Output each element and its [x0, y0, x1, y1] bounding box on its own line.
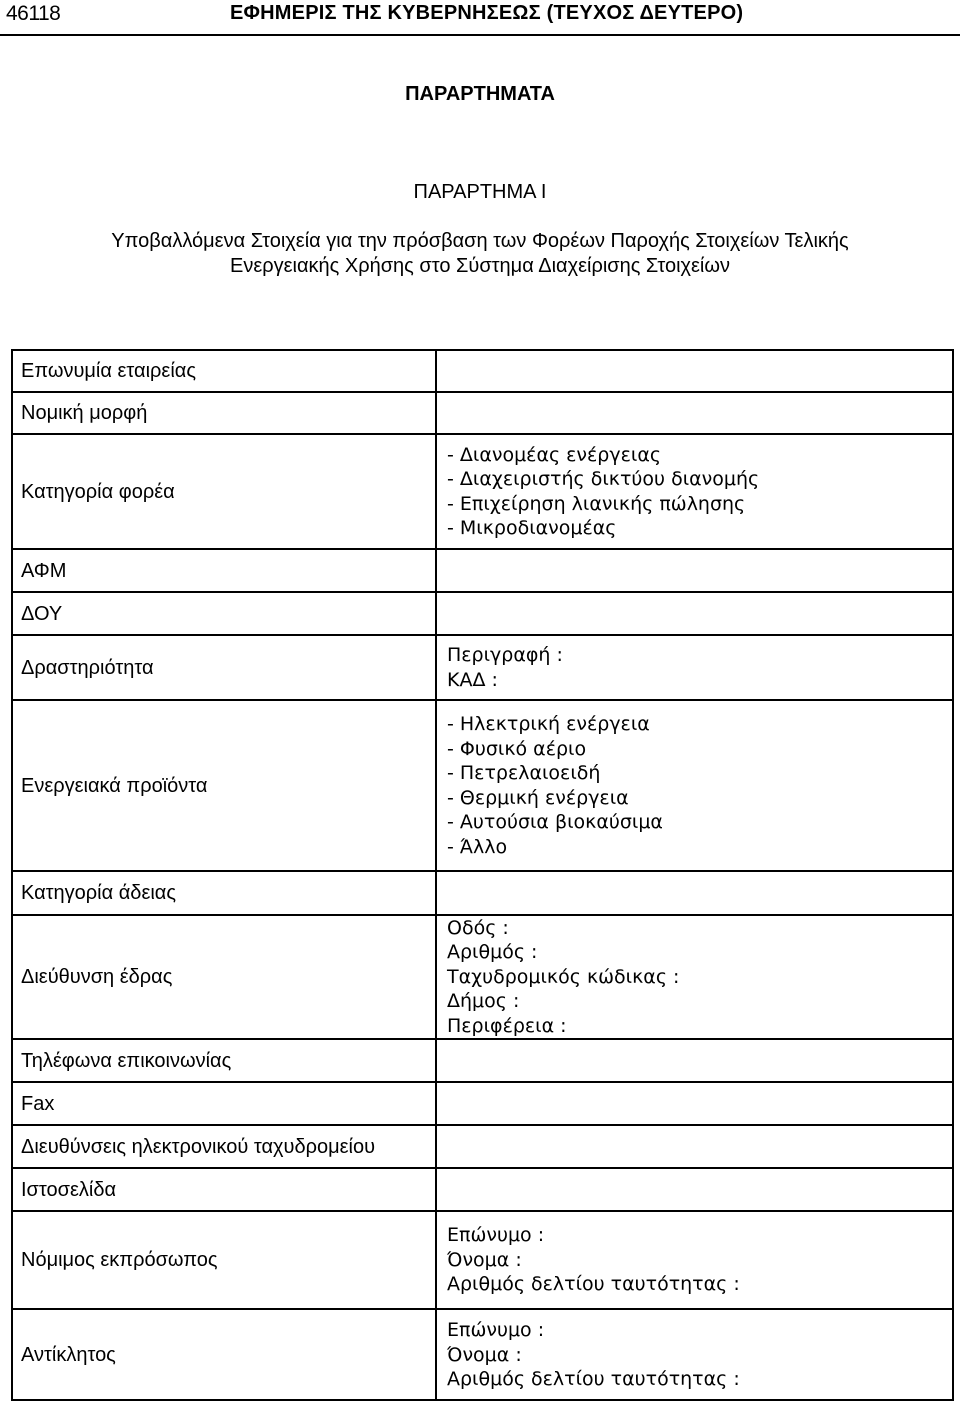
table-row-rule [11, 1399, 954, 1401]
table-row-rule [11, 349, 954, 351]
field-label: Ιστοσελίδα [21, 1178, 117, 1201]
field-value-line: Περιφέρεια : [447, 1014, 567, 1037]
table-column-divider [435, 349, 437, 1401]
table-row-rule [11, 1081, 954, 1083]
field-label: Διεύθυνση έδρας [21, 966, 173, 988]
field-label: Fax [21, 1092, 55, 1115]
table-border-left [11, 349, 13, 1401]
field-value-line: - Θερμική ενέργεια [447, 786, 629, 809]
field-value-line: Αριθμός δελτίου ταυτότητας : [447, 1273, 740, 1296]
field-value-line: - Άλλο [447, 835, 508, 858]
field-value-line: Αριθμός : [447, 941, 538, 964]
field-value-line: Περιγραφή : [447, 644, 563, 666]
field-value-line: Αριθμός δελτίου ταυτότητας : [447, 1368, 740, 1391]
annex-subtitle-line: Ενεργειακής Χρήσης στο Σύστημα Διαχείρισης Στοιχείων [230, 255, 730, 277]
table-row-rule [11, 1038, 954, 1040]
field-label: ΔΟΥ [21, 602, 63, 625]
field-value-line: Επώνυμο : [447, 1224, 545, 1247]
field-value-line: Επώνυμο : [447, 1319, 545, 1342]
field-label: Κατηγορία φορέα [21, 480, 175, 503]
field-value-line: ΚΑΔ : [447, 668, 498, 691]
table-border-right [952, 349, 954, 1401]
table-row-rule [11, 699, 954, 701]
field-value-line: Ταχυδρομικός κώδικας : [447, 965, 680, 988]
field-value-line: - Διανομέας ενέργειας [447, 443, 661, 466]
page-number: 46118 [6, 2, 61, 25]
table-row-rule [11, 1210, 954, 1212]
table-row-rule [11, 391, 954, 393]
table-row-rule [11, 548, 954, 550]
field-value-line: Όνομα : [447, 1343, 522, 1366]
field-label: Ενεργειακά προϊόντα [21, 774, 208, 797]
field-label: Νόμιμος εκπρόσωπος [21, 1249, 218, 1271]
table-row-rule [11, 634, 954, 636]
field-value-line: - Επιχείρηση λιανικής πώλησης [447, 492, 746, 515]
header-rule [0, 34, 960, 36]
field-value-line: - Μικροδιανομέας [447, 517, 617, 539]
table-row-rule [11, 1167, 954, 1169]
field-label: ΑΦΜ [21, 559, 67, 582]
field-label: Νομική μορφή [21, 402, 148, 424]
table-row-rule [11, 1124, 954, 1126]
field-label: Αντίκλητος [21, 1344, 116, 1366]
field-label: Επωνυμία εταιρείας [21, 359, 196, 382]
field-value-line: - Φυσικό αέριο [447, 737, 587, 760]
field-label: Δραστηριότητα [21, 656, 154, 679]
field-label: Διευθύνσεις ηλεκτρονικού ταχυδρομείου [21, 1135, 376, 1158]
table-row-rule [11, 591, 954, 593]
field-value-line: - Ηλεκτρική ενέργεια [447, 713, 650, 735]
running-head: ΕΦΗΜΕΡΙΣ ΤΗΣ ΚΥΒΕΡΝΗΣΕΩΣ (ΤΕΥΧΟΣ ΔΕΥΤΕΡΟ) [230, 2, 744, 24]
form-table [11, 349, 954, 1401]
annex-title: ΠΑΡΑΡΤΗΜΑ Ι [413, 181, 547, 203]
table-row-rule [11, 870, 954, 872]
table-row-rule [11, 1308, 954, 1310]
field-value-line: - Πετρελαιοειδή [447, 762, 601, 784]
field-value-line: Δήμος : [447, 990, 520, 1013]
field-label: Τηλέφωνα επικοινωνίας [21, 1049, 232, 1072]
field-value-line: Οδός : [447, 916, 509, 939]
field-value-line: - Αυτούσια βιοκαύσιμα [447, 811, 663, 833]
table-row-rule [11, 433, 954, 435]
page-header [0, 0, 960, 26]
field-value-line: - Διαχειριστής δικτύου διανομής [447, 468, 760, 490]
field-label: Κατηγορία άδειας [21, 882, 176, 904]
annexes-title: ΠΑΡΑΡΤΗΜΑΤΑ [405, 83, 555, 105]
field-value-line: Όνομα : [447, 1248, 522, 1271]
annex-subtitle [0, 229, 960, 279]
annex-subtitle-line: Υποβαλλόμενα Στοιχεία για την πρόσβαση των Φορέων Παροχής Στοιχείων Τελικής [111, 230, 849, 252]
